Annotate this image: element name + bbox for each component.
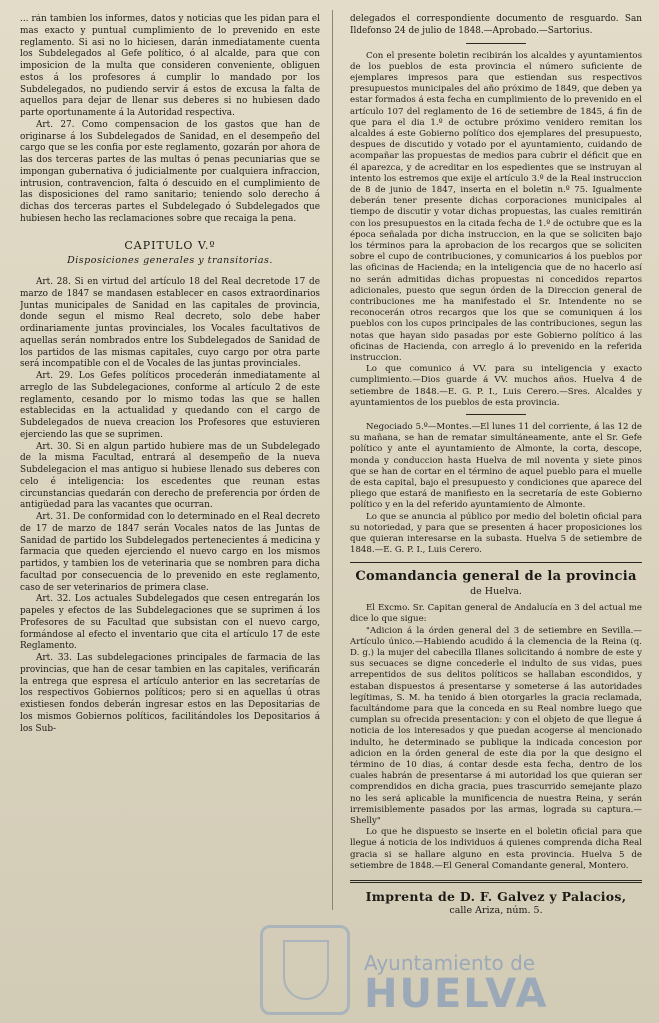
coat-of-arms-icon [260,925,350,1015]
watermark-line-2: HUELVA [364,971,549,1017]
paragraph-boletin-closing: Lo que comunico á VV. para su inteligencia y exacto cumplimiento.—Dios guarde á VV. muchos años. Huelva 4 de setiembre de 1848.—E. G. P. I., Luis Cerero.—Sres. Alcaldes y ayuntamientos de los pueblos de esta provincia. [350,364,642,408]
paragraph-negociado: Negociado 5.º—Montes.—El lunes 11 del corriente, á las 12 de su mañana, se han de rematar simultáneamente, ante el Sr. Gefe político y ante el ayuntamiento de Almonte, la corta, descope, monda y conduccion hasta Huelva de mil noventa y siete pinos que se han de cortar en el término de aquel pueblo para el muelle de esta capital, bajo el presupuesto y condiciones que aparece del pliego que estará de manifiesto en la secretaría de este Gobierno político y en la del referido ayuntamiento de Almonte. [350,422,642,511]
chapter-subtitle: Disposiciones generales y transitorias. [67,255,273,267]
left-column [20,14,320,953]
watermark-line-1: Ayuntamiento de [364,951,536,975]
right-column [350,14,642,953]
paragraph-negociado-closing: Lo que se anuncia al público por medio del boletin oficial para su notoriedad, y para que se presenten á hacer proposiciones los que quieran interesarse en la subasta. Huelva 5 de setiembre de 1848.—E. G. P. I., Luis Cerero. [350,511,642,556]
paragraph-art-31: Art. 31. De conformidad con lo determinado en el Real decreto de 17 de marzo de 1847 serán Vocales natos de las Juntas de Sanidad de partido los Subdelegados pertenecientes á medicina y farmacia que queden ejerciendo el nuevo cargo en los mismos partidos, y tambien los de veterinaria que se nombren para dicha facultad por consecuencia de lo prevenido en este reglamento, caso de ser veterinarios de primera clase. [20,512,320,593]
paragraph-boletin: Con el presente boletin recibirán los alcaldes y ayuntamientos de los pueblos de esta provincia el número suficiente de ejemplares impresos para que estiendan sus respectivos presupuestos municipales del año próximo de 1849, que deben ya estar formados á esta fecha en cumplimiento de lo prevenido en el artículo 107 del reglamento de 16 de setiembre de 1845, á fin de que para el dia 1.º de octubre próximo venidero remitan los alcaldes á este Gobierno político dos ejemplares del presupuesto, despues de discutido y votado por el ayuntamiento, cuidando de acompañar las propuestas de medios para cubrir el déficit que en él aparezca, y de acreditar en los espedientes que se instruyan al intento los estremos que exije el artículo 3.º de la Real instruccion de 8 de junio de 1847, inserta en el boletin n.º 75. Igualmente deberán tener presente dichas corporaciones municipales al tiempo de discutir y votar dichas propuestas, las cuales remitirán con los presupuestos en la citada fecha de 1.º de octubre que es la época señalada por dicha instruccion, en la que se soliciten bajo los términos para la aprobacion de los recargos que se soliciten sobre el cupo de contribuciones, y comunicarios á los pueblos por las oficinas de Hacienda; en la inteligencia que de no hacerlo así no serán admitidas dichas propuestas ni concedidos repartos adicionales, puesto que segun órden de la Direccion general de contribuciones me ha manifestado el Sr. Intendente no se reconocerán otros recargos que los que se comuniquen á los pueblos con los cupos principales de las contribuciones, segun las notas que hayan sido pasadas por este Gobierno político á las oficinas de Hacienda, con arreglo á lo prevenido en la referida instruccion. [350,50,642,363]
imprint-address: calle Ariza, núm. 5. [449,904,543,916]
section-heading: Comandancia general de la provincia [355,569,637,585]
paragraph-intro: ... rán tambien los informes, datos y noticias que les pidan para el mas exacto y puntual cumplimiento de lo prevenido en este reglamento. Si asi no lo hiciesen, darán inmediatamente cuenta los Subdelegados al Gefe político, ó al alcalde, para que con imposicion de la multa que consideren conveniente, obliguen estos á los profesores á cumplir lo mandado por los Subdelegados, no pudiendo servir á estos de excusa la falta de aquellos para dejar de llenar sus deberes si no hubiesen dado parte oportunamente á la Autoridad respectiva. [20,14,320,118]
short-rule [466,43,526,44]
paragraph-art-30: Art. 30. Si en algun partido hubiere mas de un Subdelegado de la misma Facultad, entrará al desempeño de la nueva Subdelegacion el mas antiguo si hubiese llenado sus deberes con celo é inteligencia: los escedentes que reunan estas circunstancias quedarán con derecho de preferencia por órden de antigüedad para las vacantes que ocurran. [20,441,320,511]
section-subheading: de Huelva. [470,586,522,598]
imprint-title: Imprenta de D. F. Galvez y Palacios, [365,889,627,905]
section-rule [350,562,642,563]
paragraph-comandancia-intro: El Excmo. Sr. Capitan general de Andalucía en 3 del actual me dice lo que sigue: [350,603,642,625]
paragraph-art-32: Art. 32. Los actuales Subdelegados que cesen entregarán los papeles y efectos de las Subdelegaciones que se suprimen á los Profesores de su Facultad que subsistan con el nuevo cargo, formándose al efecto el inventario que cita el artículo 17 de este Reglamento. [20,594,320,652]
shield-icon [283,940,329,1000]
short-rule [466,414,526,415]
paragraph-art-28: Art. 28. Si en virtud del artículo 18 del Real decretode 17 de marzo de 1847 se mandasen establecer en casos extraordinarios Juntas municipales de Sanidad en las capitales de provincia, donde segun el mismo Real decreto, solo debe haber ordinariamente juntas provinciales, los Vocales facultativos de aquellas serán nombrados entre los Subdelegados de Sanidad de los partidos de las mismas capitales, cuyo cargo por otra parte será incompatible con el de Vocales de las juntas provinciales. [20,277,320,370]
paragraph-art-33: Art. 33. Las subdelegaciones principales de farmacia de las provincias, que han de cesar tambien en las capitales, verificarán la entrega que espresa el artículo anterior en las secretarías de los respectivos Gobiernos políticos; pero si en aquellas ú otras existiesen fondos deberán ingresar estos en las Depositarias de los mismos Gobiernos políticos, facilitándoles los Depositarios á los Sub- [20,653,320,734]
paragraph-comandancia-order: "Adicion á la órden general del 3 de setiembre en Sevilla.—Artículo único.—Habiendo acudido á la clemencia de la Reina (q. D. g.) la mujer del cabecilla Illanes solicitando á nombre de este y sus secuaces se digne concederle el indulto de sus vidas, pues arrepentidos de sus delitos políticos se hallaban escondidos, y estaban dispuestos á presentarse y someterse á las autoridades legítimas, S. M. ha tenido á bien otorgarles la gracia reclamada, facultándome para que la conceda en su Real nombre luego que cumplan su ofrecida presentacion: y con el objeto de que llegue á noticia de los interesados y que puedan acogerse al mencionado indulto, he determinado se publique la indicada concesion por adicion en la órden general de este dia por la que designo el término de 10 dias, á contar desde esta fecha, dentro de los cuales habrán de presentarse á mi autoridad los que quieran ser comprendidos en dicha gracia, pues trascurrido semejante plazo no les será aplicable la munificencia de nuestra Reina, y serán irremisiblemente pasados por las armas, lograda su captura.—Shelly" [350,625,642,827]
imprint-rule [350,880,642,883]
paragraph-continuation: delegados el correspondiente documento de resguardo. San Ildefonso 24 de julio de 1848.—Aprobado.—Sartorius. [350,14,642,36]
column-divider [332,10,333,910]
archive-watermark [260,945,640,1015]
paragraph-art-27: Art. 27. Como compensacion de los gastos que han de originarse á los Subdelegados de Sanidad, en el desempeño del cargo que se les confia por este reglamento, gozarán por ahora de las dos terceras partes de las multas ó penas pecuniarias que se impongan gubernativa ó judicialmente por cualquiera infraccion, intrusion, contravencion, falta ó descuido en el cumplimiento de las disposiciones del ramo sanitario; teniendo solo derecho á dichas dos terceras partes el Subdelegado ó Subdelegados que hubiesen hecho las reclamaciones sobre que recaiga la pena. [20,119,320,224]
chapter-title: CAPITULO V.º [124,238,216,252]
paragraph-art-29: Art. 29. Los Gefes políticos procederán inmediatamente al arreglo de las Subdelegaciones, conforme al artículo 2 de este reglamento, cesando por lo mismo todas las que se hallen establecidas en la actualidad y quedando con el cargo de Subdelegados de nueva creacion los Profesores que estuvieren ejerciendo las que se suprimen. [20,371,320,440]
paragraph-comandancia-closing: Lo que he dispuesto se inserte en el boletin oficial para que llegue á noticia de los individuos á quienes comprenda dicha Real gracia si se hallare alguno en esta provincia. Huelva 5 de setiembre de 1848.—El General Comandante general, Montero. [350,827,642,871]
